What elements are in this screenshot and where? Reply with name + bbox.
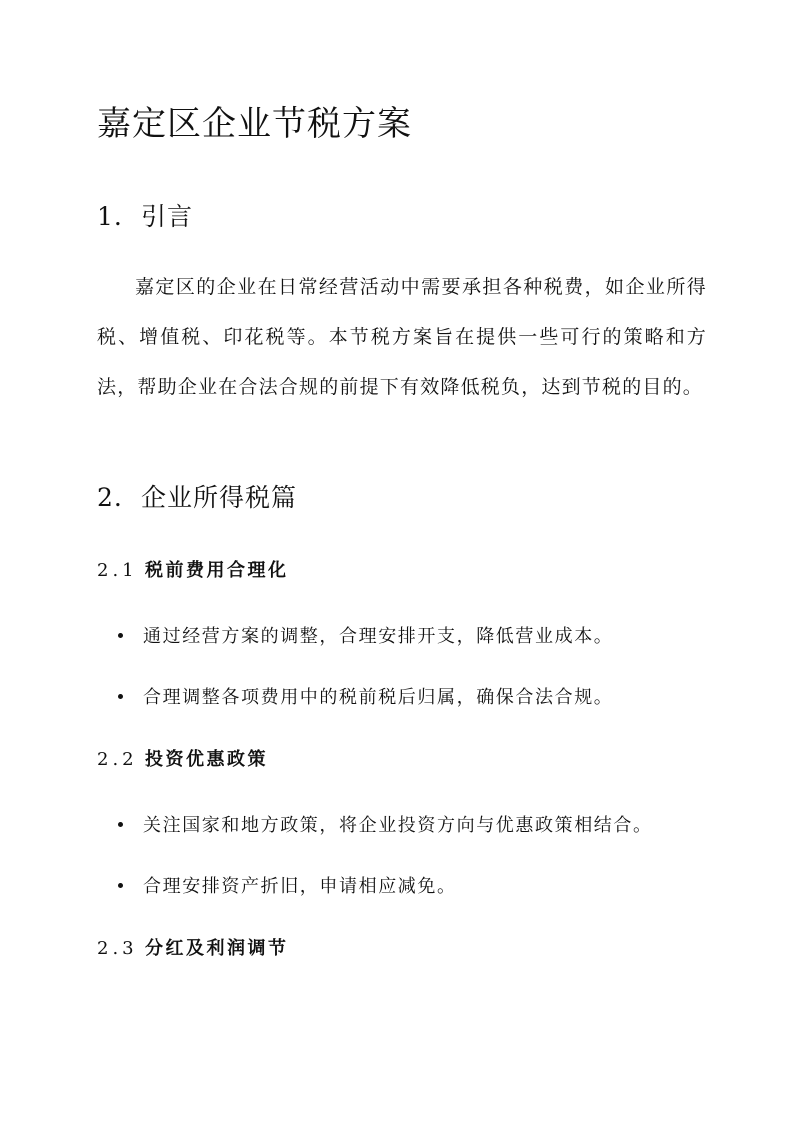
subsection-title: 投资优惠政策	[145, 749, 268, 770]
subsection-heading-2-3	[97, 934, 289, 960]
section-number: 2.	[97, 483, 123, 512]
section-heading-intro	[97, 197, 193, 233]
bullet-icon	[118, 694, 123, 699]
list-item	[118, 622, 613, 648]
list-item-text: 合理调整各项费用中的税前税后归属，确保合法合规。	[143, 687, 614, 708]
document-title: 嘉定区企业节税方案	[97, 104, 412, 144]
bullet-icon	[118, 883, 123, 888]
intro-paragraph: 嘉定区的企业在日常经营活动中需要承担各种税费，如企业所得税、增值税、印花税等。本节税方案旨在提供一些可行的策略和方法，帮助企业在合法合规的前提下有效降低税负，达到节税的目的。	[97, 276, 707, 398]
bullet-icon	[118, 822, 123, 827]
subsection-heading-2-1	[97, 556, 289, 582]
section-heading-corporate-income-tax	[97, 478, 297, 514]
subsection-number: 2.3	[97, 938, 138, 959]
list-item	[118, 683, 613, 709]
bullet-icon	[118, 633, 123, 638]
list-item-text: 关注国家和地方政策，将企业投资方向与优惠政策相结合。	[143, 815, 653, 836]
subsection-title: 分红及利润调节	[145, 938, 289, 959]
section-title: 企业所得税篇	[141, 483, 298, 512]
section-title: 引言	[141, 202, 194, 231]
list-item	[118, 872, 457, 898]
subsection-number: 2.1	[97, 560, 138, 581]
subsection-title: 税前费用合理化	[145, 560, 289, 581]
list-item-text: 合理安排资产折旧，申请相应减免。	[143, 876, 457, 897]
section-number: 1.	[97, 202, 123, 231]
subsection-heading-2-2	[97, 745, 268, 771]
subsection-number: 2.2	[97, 749, 138, 770]
list-item-text: 通过经营方案的调整，合理安排开支，降低营业成本。	[143, 626, 614, 647]
list-item	[118, 811, 653, 837]
